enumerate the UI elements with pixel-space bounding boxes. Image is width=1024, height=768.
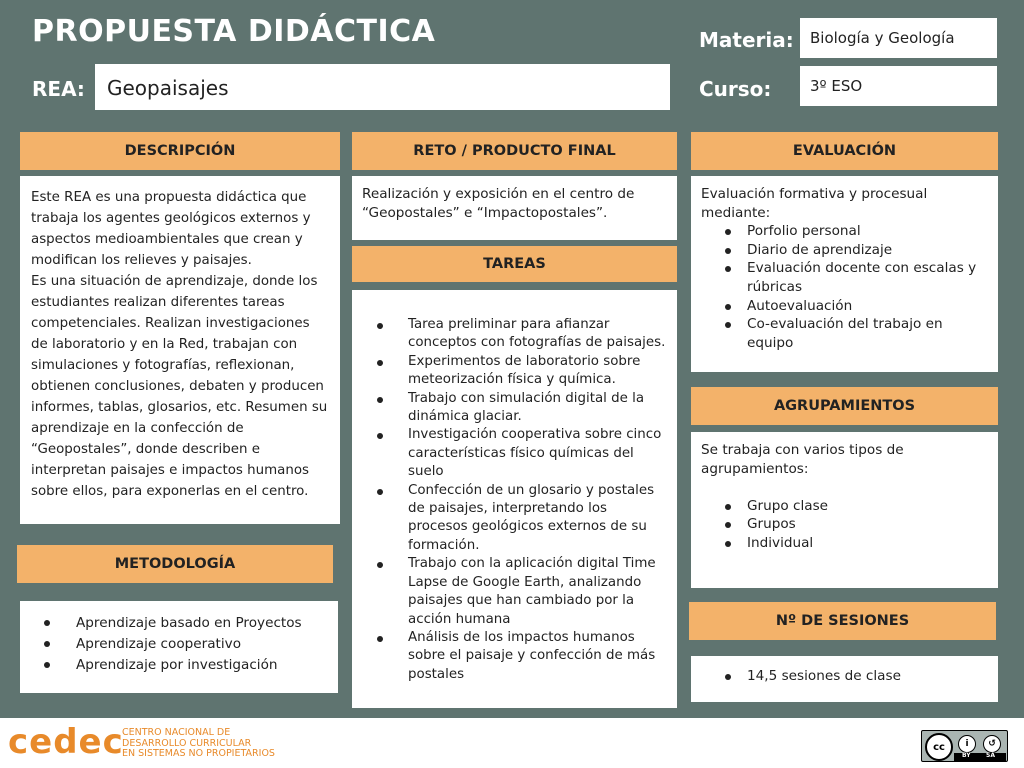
materia-label: Materia: <box>699 28 794 52</box>
bullet-icon <box>377 562 383 568</box>
bullet-icon <box>725 674 731 680</box>
bullet-icon <box>377 636 383 642</box>
metodologia-list <box>20 613 330 676</box>
bullet-icon <box>725 522 731 528</box>
list-item: Aprendizaje por investigación <box>20 655 330 676</box>
evaluacion-list <box>701 222 988 352</box>
sesiones-list <box>701 667 988 686</box>
bullet-icon <box>725 304 731 310</box>
sesiones-card <box>691 656 998 702</box>
list-item: Diario de aprendizaje <box>701 241 988 260</box>
metodologia-heading: METODOLOGÍA <box>17 545 333 583</box>
list-item: Confección de un glosario y postales de paisajes, interpretando los procesos geológicos externos de su formación. <box>362 482 667 556</box>
descripcion-paragraph-2: Es una situación de aprendizaje, donde los estudiantes realizan diferentes tareas competenciales. Realizan investigaciones de laboratorio y en la Red, trabajan con simulaciones y fotografías, reflexionan, obtienen conclusiones, debaten y producen informes, tablas, glosarios, etc. Resumen su aprendizaje en la confección de “Geopostales”, donde describen e interpretan paisajes e impactos humanos sobre ellos, para exponerlas en el centro. <box>31 274 328 499</box>
rea-label-text: REA <box>32 77 77 101</box>
bullet-icon <box>725 541 731 547</box>
footer <box>0 718 1024 768</box>
bullet-icon <box>725 322 731 328</box>
list-item: Autoevaluación <box>701 297 988 316</box>
list-item: Trabajo con la aplicación digital Time Lapse de Google Earth, analizando paisajes que han cambiado por la acción humana <box>362 555 667 629</box>
bullet-icon <box>377 323 383 329</box>
list-item: Aprendizaje basado en Proyectos <box>20 613 330 634</box>
agrupamientos-heading: AGRUPAMIENTOS <box>691 387 998 425</box>
reto-text: Realización y exposición en el centro de “Geopostales” e “Impactopostales”. <box>362 186 635 221</box>
bullet-icon <box>725 504 731 510</box>
descripcion-paragraph-1: Este REA es una propuesta didáctica que trabaja los agentes geológicos externos y aspectos medioambientales que crean y modifican los relieves y paisajes. <box>31 190 311 268</box>
tareas-heading: TAREAS <box>352 246 677 282</box>
cedec-logo: cedec <box>8 722 124 762</box>
list-item: Investigación cooperativa sobre cinco características físico químicas del suelo <box>362 426 667 481</box>
metodologia-card <box>20 601 338 693</box>
bullet-icon <box>725 266 731 272</box>
list-item: 14,5 sesiones de clase <box>701 667 988 686</box>
bullet-icon <box>44 620 50 626</box>
curso-label: Curso: <box>699 77 772 101</box>
evaluacion-card <box>691 176 998 372</box>
rea-value: Geopaisajes <box>107 76 229 100</box>
list-item: Porfolio personal <box>701 222 988 241</box>
list-item: Individual <box>701 534 988 553</box>
list-item: Grupo clase <box>701 497 988 516</box>
list-item: Evaluación docente con escalas y rúbricas <box>701 259 988 296</box>
bullet-icon <box>725 248 731 254</box>
bullet-icon <box>377 360 383 366</box>
cc-icon: cc <box>925 733 953 761</box>
list-item: Trabajo con simulación digital de la dinámica glaciar. <box>362 390 667 427</box>
sa-icon: ↺ <box>983 735 1001 753</box>
bullet-icon <box>725 229 731 235</box>
materia-field <box>800 18 997 58</box>
agrupamientos-list <box>701 497 988 553</box>
descripcion-card <box>20 176 340 524</box>
bullet-icon <box>44 662 50 668</box>
list-item: Aprendizaje cooperativo <box>20 634 330 655</box>
sesiones-heading: Nº DE SESIONES <box>689 602 996 640</box>
curso-field <box>800 66 997 106</box>
curso-value: 3º ESO <box>810 77 863 95</box>
cc-license-badge-icon[interactable] <box>921 730 1008 762</box>
by-icon: i <box>958 735 976 753</box>
license-bar: BY SA <box>954 753 1006 761</box>
rea-field <box>95 64 670 110</box>
tareas-card <box>352 290 677 708</box>
bullet-icon <box>377 397 383 403</box>
tareas-list <box>362 316 667 684</box>
list-item: Co-evaluación del trabajo en equipo <box>701 315 988 352</box>
bullet-icon <box>44 641 50 647</box>
cedec-logo-text: CENTRO NACIONAL DE DESARROLLO CURRICULAR EN SISTEMAS NO PROPIETARIOS <box>122 727 275 759</box>
agrupamientos-intro: Se trabaja con varios tipos de agrupamientos: <box>701 442 904 477</box>
list-item: Análisis de los impactos humanos sobre el paisaje y confección de más postales <box>362 629 667 684</box>
evaluacion-intro: Evaluación formativa y procesual mediante: <box>701 186 928 221</box>
evaluacion-heading: EVALUACIÓN <box>691 132 998 170</box>
bullet-icon <box>377 489 383 495</box>
list-item: Grupos <box>701 515 988 534</box>
page-title: PROPUESTA DIDÁCTICA <box>32 14 436 49</box>
rea-label-colon: : <box>76 77 85 101</box>
agrupamientos-card <box>691 432 998 588</box>
list-item: Experimentos de laboratorio sobre meteorización física y química. <box>362 353 667 390</box>
descripcion-heading: DESCRIPCIÓN <box>20 132 340 170</box>
list-item: Tarea preliminar para afianzar conceptos con fotografías de paisajes. <box>362 316 667 353</box>
reto-heading: RETO / PRODUCTO FINAL <box>352 132 677 170</box>
materia-value: Biología y Geología <box>810 29 955 47</box>
reto-card <box>352 176 677 240</box>
rea-label <box>32 77 85 101</box>
bullet-icon <box>377 433 383 439</box>
